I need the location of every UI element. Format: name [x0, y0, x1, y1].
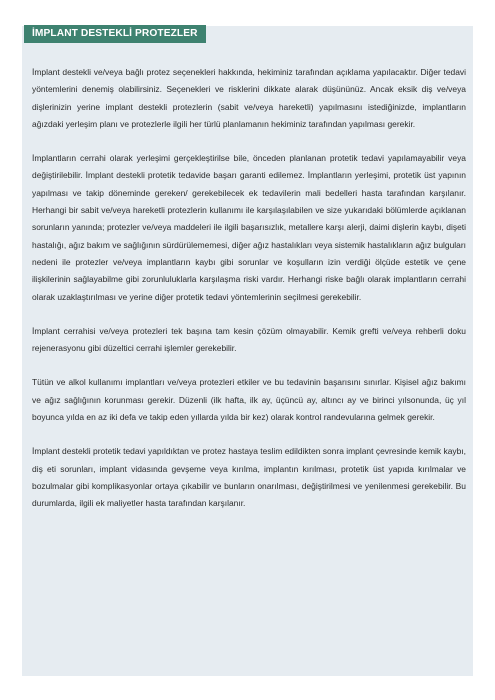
section-body	[32, 64, 466, 530]
paragraph-3: İmplant cerrahisi ve/veya protezleri tek başına tam kesin çözüm olmayabilir. Kemik grefti ve/veya rehberli doku rejenerasyonu gibi düzeltici cerrahi işlemler gerekebilir.	[32, 325, 466, 354]
section-title: İMPLANT DESTEKLİ PROTEZLER	[24, 25, 206, 43]
paragraph-2: İmplantların cerrahi olarak yerleşimi gerçekleştirilse bile, önceden planlanan protetik tedavi yapılamayabilir veya değiştirilebilir. İmplant destekli protetik tedavide başarı garanti edilemez. İmplantların yerleşimi, protetik üst yapının yapılması ve takip döneminde gereken/ gerekebilecek ek tedavilerin mali bedelleri hasta tarafından karşılanır. Herhangi bir sabit ve/veya hareketli protezlerin kullanımı ile karşılaşılabilen ve size yukarıdaki bölümlerde açıklanan sorunların yanında; protezler ve/veya maddeleri ile ilgili başarısızlık, metallere karşı alerji, daimi dişlerin kaybı, dişeti hastalığı, ağız bakım ve sağlığının sürdürülememesi, diğer ağız hastalıkları veya sistemik hastalıkların ağız bulguları nedeni ile protezler ve/veya implantların kaybı gibi sorunlar ve koşulların izin verdiği ölçüde estetik ve çene ilişkilerinin sağlayabilme gibi zorunluluklarla karşılaşma riski vardır. Herhangi riske bağlı olarak implantların cerrahi olarak uzaklaştırılması ve yerine diğer protetik tedavi yöntemlerinin seçilmesi gerekebilir.	[32, 153, 466, 302]
paragraph-1: İmplant destekli ve/veya bağlı protez seçenekleri hakkında, hekiminiz tarafından açıklama yapılacaktır. Diğer tedavi yöntemlerini denemiş olabilirsiniz. Seçenekleri ve risklerini dikkate alarak düşününüz. Ancak eksik diş ve/veya dişlerinizin yerine implant destekli protezlerin (sabit ve/veya hareketli) yapılmasını istediğinizde, implantların ağızdaki yerleşim planı ve protezlerle ilgili her türlü planlamanın hekiminiz tarafından yapılması gerekir.	[32, 67, 466, 129]
paragraph-5: İmplant destekli protetik tedavi yapıldıktan ve protez hastaya teslim edildikten sonra implant çevresinde kemik kaybı, diş eti sorunları, implant vidasında gevşeme veya kırılma, implantın kırılması, protetik üst yapıda kırılmalar ve bozulmalar gibi komplikasyonlar ortaya çıkabilir ve bunların onarılması, değiştirilmesi ve yenilenmesi gerekebilir. Bu durumlarda, ilgili ek maliyetler hasta tarafından karşılanır.	[32, 446, 466, 509]
paragraph-4: Tütün ve alkol kullanımı implantları ve/veya protezleri etkiler ve bu tedavinin başarısını sınırlar. Kişisel ağız bakımı ve ağız sağlığının korunması gerekir. Düzenli (ilk hafta, ilk ay, üçüncü ay, altıncı ay ve birinci yılsonunda, üç yıl boyunca yılda en az iki defa ve takip eden yıllarda yılda bir kez) olarak kontrol randevularına gelmek gerekir.	[32, 377, 466, 423]
